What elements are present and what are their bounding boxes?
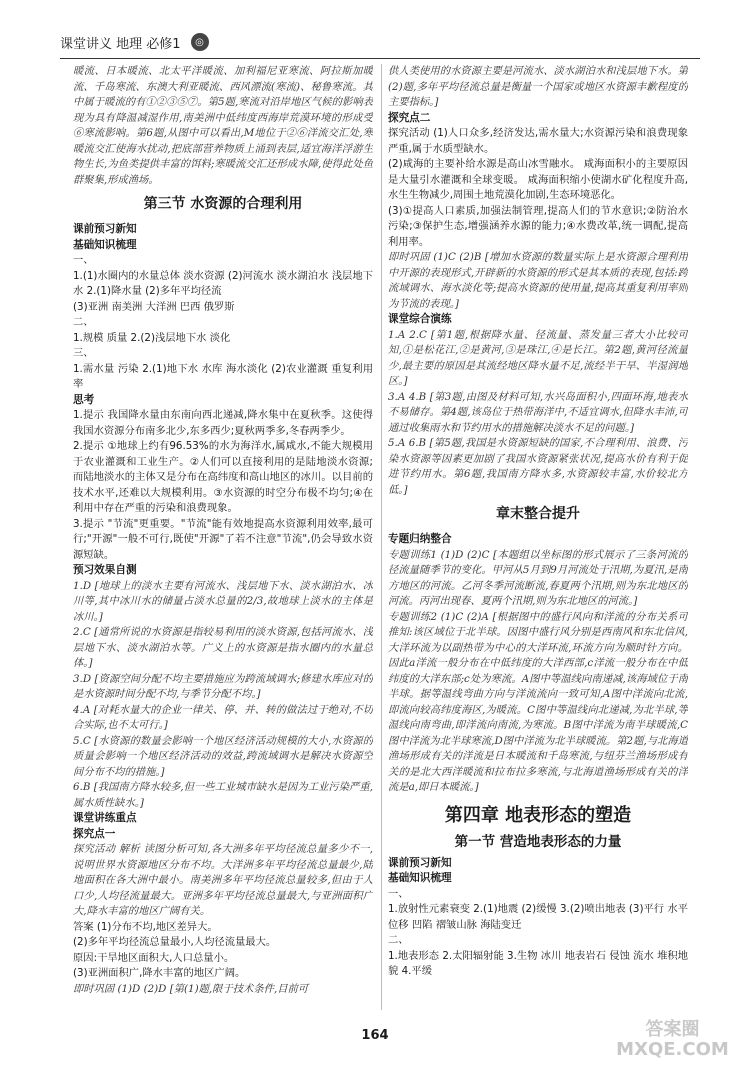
basic-answer-r1: 1.放射性元素衰变 2.(1)地震 (2)缓慢 3.(2)喷出地表 (3)平行 水平位移 凹陷 褶皱山脉 海陆变迁: [388, 903, 688, 931]
comprehensive-5: 5.A 6.B [第5题,我国是水资源短缺的国家,不合理利用、浪费、污染水资源等因素更加剧了我国水资源紧张状况,提高水价有利于促进节约用水。第6题,我国南方降水多,水资源较丰富,水价较北方低。]: [388, 437, 688, 496]
explore-point-2: 探究点二: [388, 111, 431, 124]
think-tip-1: 1.提示 我国降水量由东南向西北递减,降水集中在夏秋季。这使得我国水资源分布南多北少,东多西少;夏秋两季多,冬春两季少。: [73, 409, 373, 437]
explore-activity-1: 探究活动 解析 读图分析可知,各大洲多年平均径流总量多少不一,说明世界水资源地区分布不均。大洋洲多年平均径流总量最少,陆地面积在各大洲中最小。南美洲多年平均径流总量较多,但由于人口少,人均径流量最大。亚洲多年平均径流总量最大,与亚洲面积广大,降水丰富的地区广阔有关。: [73, 843, 373, 917]
basic-heading: 基础知识梳理: [73, 238, 137, 251]
continued-text: 供人类使用的水资源主要是河流水、淡水湖泊水和浅层地下水。第(2)题,多年平均径流总量是衡量一个国家或地区水资源丰歉程度的主要指标。]: [388, 65, 688, 108]
comprehensive-3: 3.A 4.B [第3题,由图及材料可知,水兴岛面积小,四面环海,地表水不易储存。第4题,该岛位于热带海洋中,不适宜调水,但降水丰沛,可通过收集雨水和节约用水的措施解决淡水不足的问题。]: [388, 390, 688, 434]
answer-line-3: 原因:干旱地区面积大,人口总量小。: [73, 951, 235, 964]
basic-answer-1: 1.(1)水圈内的水量总体 淡水资源 (2)河流水 淡水湖泊水 浅层地下水 2.(1)降水量 (2)多年平均径流: [73, 269, 373, 297]
class-focus-heading: 课堂讲练重点: [73, 812, 137, 824]
preview-heading-2: 课前预习新知: [388, 856, 452, 869]
answer-line-4: (3)亚洲面积广,降水丰富的地区广阔。: [73, 967, 246, 979]
part-two-label: 二、: [73, 316, 94, 328]
self-test-5: 5.C [水资源的数量会影响一个地区经济活动规模的大小,水资源的质量会影响一个地区经济活动的效益,跨流域调水是解决水资源空间分布不均的措施。]: [73, 734, 373, 778]
think-heading: 思考: [73, 393, 95, 406]
self-test-6: 6.B [我国南方降水较多,但一些工业城市缺水是因为工业污染严重,属水质性缺水。]: [73, 781, 373, 809]
right-column: [388, 64, 688, 1011]
intro-paragraph: 暖流、日本暖流、北太平洋暖流、加利福尼亚寒流、阿拉斯加暖流、千岛寒流、东澳大利亚暖流、西风漂流(寒流)、秘鲁寒流。其中属于暖流的有①②③⑤⑦。第5题,寒流对沿岸地区气候的影响表现为具有降温减湿作用,南美洲中低纬度西海岸荒漠环境的形成受⑥寒流影响。第6题,从图中可以看出,M地位于②⑥洋流交汇处,寒暖流交汇使海水扰动,把底部营养物质上涌到表层,适宜海洋浮游生物生长,为鱼类提供丰富的饵料;寒暖流交汇还形成水障,使得此处鱼群聚集,形成渔场。: [73, 65, 373, 186]
header-rule: [60, 58, 700, 59]
chapter-summary-title: 章末整合提升: [496, 506, 580, 522]
page-number: 164: [361, 1028, 389, 1043]
header-title: 课堂讲义 地理 必修1: [60, 36, 181, 52]
topic-summary-heading: 专题归纳整合: [388, 533, 452, 545]
comprehensive-heading: 课堂综合演练: [388, 313, 452, 325]
explore-activity-2: 探究活动 (1)人口众多,经济发达,需水量大;水资源污染和浪费现象严重,属于水质型缺水。: [388, 127, 688, 155]
think-tip-3: 3.提示 "节流"更重要。"节流"能有效地提高水资源利用效率,最可行;"开源"一般不可行,既使"开源"了若不注意"节流",仍会导致水资源短缺。: [73, 517, 373, 561]
basic-answer-r2: 1.地表形态 2.太阳辐射能 3.生物 冰川 地表岩石 侵蚀 流水 堆积地貌 4.平缓: [388, 949, 688, 977]
explore-point-1: 探究点一: [73, 827, 116, 840]
instant-review-1: 即时巩固 (1)D (2)D [第(1)题,限于技术条件,目前可: [73, 982, 309, 995]
chapter-title: 第四章 地表形态的塑造: [444, 804, 632, 826]
book-logo-icon: ◎: [191, 33, 209, 51]
instant-review-2: 即时巩固 (1)C (2)B [增加水资源的数量实际上是水资源合理利用中开源的表现形式,开辟新的水资源的形式是其本质的表现,包括:跨流域调水、海水淡化等;提高水资源的使用量,提高其重复利用率则为节流的表现。]: [388, 251, 688, 310]
self-test-1: 1.D [地球上的淡水主要有河流水、浅层地下水、淡水湖泊水、冰川等,其中冰川水的储量占淡水总量的2/3,故地球上淡水的主体是冰川。]: [73, 579, 373, 623]
topic-training-2: 专题训练2 (1)C (2)A [根据图中的盛行风向和洋流的分布关系可推知:该区域位于北半球。因图中盛行风分别是西南风和东北信风,大洋环流为以副热带为中心的大洋环流,环流方向为顺时针方向。因此a洋流一般分布在中低纬度的大洋西部,c洋流一般分布在中低纬度的大洋东部;c处为寒流。A图中等温线向南递减,该海域位于南半球。据等温线弯曲方向与洋流流向一致可知,A图中洋流向北流,即流向较高纬度海区,为暖流。C图中等温线向北递减,为北半球,等温线向南弯曲,即洋流向南流,为寒流。B图中洋流为南半球暖流,C图中洋流为北半球寒流,D图中洋流为北半球暖流。第2题,与北海道渔场形成有关的洋流是日本暖流和千岛寒流,与纽芬兰渔场形成有关的是北大西洋暖流和拉布拉多寒流,与北海道渔场形成有关的洋流是a,即日本暖流。]: [388, 610, 688, 793]
comprehensive-1: 1.A 2.C [第1题,根据降水量、径流量、蒸发量三者大小比较可知,①是松花江,②是黄河,③是珠江,④是长江。第2题,黄河径流量少,最主要的原因是其流经地区降水量不足,流经半干旱、半湿润地区。]: [388, 328, 688, 387]
part-three-label: 三、: [73, 347, 94, 359]
basic-heading-2: 基础知识梳理: [388, 872, 452, 884]
self-test-4: 4.A [对耗水量大的企业一律关、停、并、转的做法过于绝对,不切合实际,也不太可行。]: [73, 703, 373, 731]
explore-activity-2c: (3)①提高人口素质,加强法制管理,提高人们的节水意识;②防治水污染;③保护生态,增强涵养水源的能力;④水费改革,统一调配,提高利用率。: [388, 204, 688, 248]
part-one-label: 一、: [73, 254, 94, 266]
topic-training-1: 专题训练1 (1)D (2)C [本题组以坐标图的形式展示了三条河流的径流量随季节的变化。甲河从5月到9月河流处于汛期,为夏汛,是南方地区的河流。乙河冬季河流断流,春夏两个汛期,则为东北地区的河流。丙河出现春、夏两个汛期,则为东北地区的河流。]: [388, 548, 688, 607]
section-1-title: 第一节 营造地表形态的力量: [454, 833, 622, 850]
preview-heading: 课前预习新知: [73, 223, 137, 235]
basic-answer-4: 1.需水量 污染 2.(1)地下水 水库 海水淡化 (2)农业灌溉 重复利用率: [73, 362, 373, 390]
basic-answer-2: (3)亚洲 南美洲 大洋洲 巴西 俄罗斯: [73, 300, 235, 313]
self-test-2: 2.C [通常所说的水资源是指较易利用的淡水资源,包括河流水、浅层地下水、淡水湖泊水等。广义上的水资源是指水圈内的水量总体。]: [73, 626, 373, 669]
part-two-label-2: 二、: [388, 934, 409, 946]
part-one-label-2: 一、: [388, 887, 409, 900]
basic-answer-3: 1.规模 质量 2.(2)浅层地下水 淡化: [73, 331, 231, 344]
section-title: 第三节 水资源的合理利用: [143, 196, 303, 212]
self-test-3: 3.D [资源空间分配不均主要措施应为跨流域调水;修建水库应对的是水资源时间分配不均,与季节分配不均。]: [73, 672, 373, 700]
explore-activity-2b: (2)咸海的主要补给水源是高山冰雪融水。 咸海面积小的主要原因是大量引水灌溉和全球变暖。 咸海面积缩小使湖水矿化程度升高,水生生物减少,周围土地荒漠化加剧,生态环境恶化。: [388, 158, 688, 201]
answer-line-1: 答案 (1)分布不均,地区差异大。: [73, 920, 218, 933]
left-column: [73, 64, 373, 1011]
column-divider: [381, 64, 382, 1010]
answer-line-2: (2)多年平均径流总量最小,人均径流量最大。: [73, 936, 277, 948]
watermark-logo: 答案圈 MXQE.COM: [616, 1019, 729, 1060]
page-header: [60, 30, 700, 54]
self-test-heading: 预习效果自测: [73, 564, 137, 576]
think-tip-2: 2.提示 ①地球上约有96.53%的水为海洋水,属咸水,不能大规模用于农业灌溉和工业生产。②人们可以直接利用的是陆地淡水资源;而陆地淡水的主体又是分布在高纬度和高山地区的冰川。以目前的技术水平,还难以大规模利用。③水资源的时空分布极不均匀;④在利用中存在严重的污染和浪费现象。: [73, 440, 373, 514]
